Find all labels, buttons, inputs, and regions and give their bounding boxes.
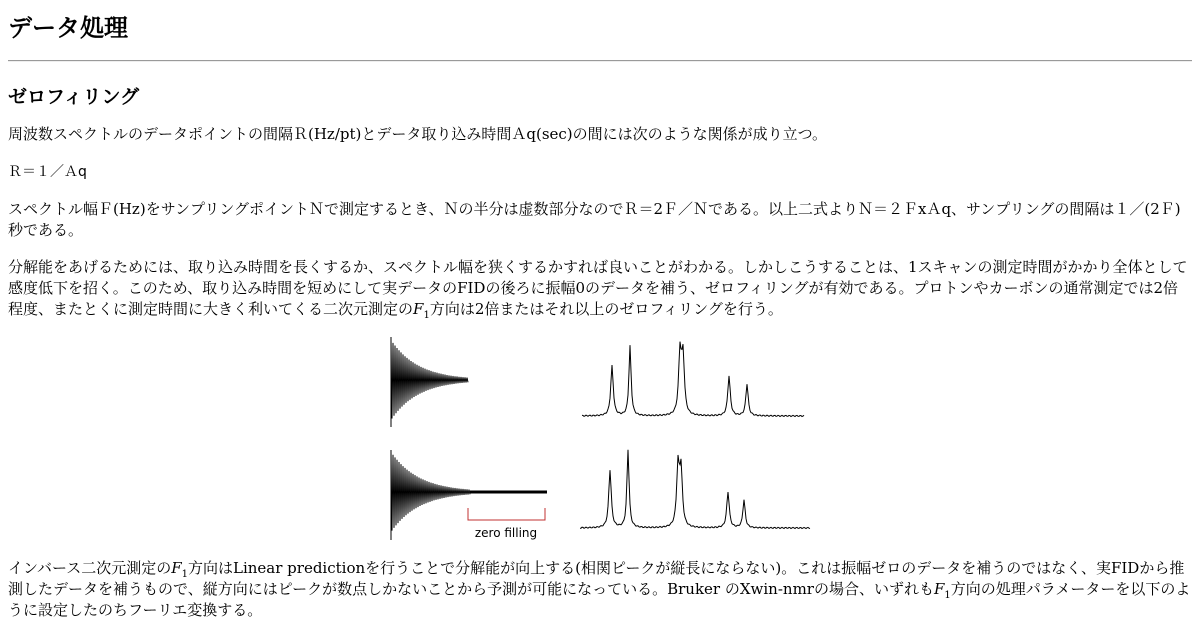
- fid-bottom-trace: [391, 452, 470, 531]
- f1-subscript-3: 1: [944, 590, 951, 601]
- paragraph-resolution-text-b: 方向は2倍またはそれ以上のゼロフィリングを行う。: [429, 300, 783, 318]
- paragraph-resolution-text-a: 分解能をあげるためには、取り込み時間を長くするか、スペクトル幅を狭くするかすれば良いことがわかる。しかしこうすることは、1スキャンの測定時間がかかり全体として感度低下を招く。このため、取り込み時間を短めにして実データのFIDの後ろに振幅0のデータを補う、ゼロフィリングが有効である。プロトンやカーボンの通常測定では2倍程度、またとくに測定時間に大きく利いてくる二次元測定の: [8, 258, 1188, 318]
- zero-filling-label: zero filling: [474, 526, 538, 540]
- f1-subscript: 1: [423, 310, 430, 321]
- section-heading: ゼロフィリング: [8, 86, 140, 108]
- page-title: データ処理: [8, 14, 128, 42]
- paragraph-resolution: [8, 257, 1192, 320]
- fid-spectrum-figure: [380, 332, 820, 547]
- horizontal-rule: [8, 60, 1192, 62]
- paragraph-spectral-width: スペクトル幅Ｆ(Hz)をサンプリングポイントＮで測定するとき、Ｎの半分は虚数部分なのでＲ＝2Ｆ／Ｎである。以上二式よりＮ＝２ＦxＡq、サンプリングの間隔は１／(2Ｆ)秒である。: [8, 200, 1181, 239]
- paragraph-lp-text-a: インバース二次元測定の: [8, 559, 172, 577]
- fid-top: [391, 337, 468, 427]
- paragraph-linear-prediction: [8, 558, 1192, 621]
- formula: Ｒ＝１／Ａq: [8, 164, 87, 180]
- paragraph-lp-text-b: 方向はLinear predictionを行うことで分解能が向上する(相関ピークが縦長にならない)。これは振幅ゼロのデータを補うのではなく、実FIDから推測したデータを補うもので、縦方向にはピークが数点しかないことから予測が可能になっている。Bruker のXwin-nmrの場合、いずれも: [8, 559, 1185, 598]
- f1-symbol: F: [413, 300, 424, 318]
- f1-subscript-2: 1: [181, 569, 188, 580]
- zero-filling-bracket: [468, 508, 545, 520]
- fid-top-trace: [391, 340, 468, 419]
- f1-symbol-2: F: [171, 559, 182, 577]
- spectrum-bottom-trace: [580, 450, 810, 529]
- spectrum-top-trace: [582, 342, 804, 417]
- paragraph-relation: 周波数スペクトルのデータポイントの間隔Ｒ(Hz/pt)とデータ取り込み時間Ａq(sec)の間には次のような関係が成り立つ。: [8, 125, 828, 143]
- paragraph-lp-text-c: 方向の処理パラメーターを以下のように設定したのちフーリエ変換する。: [8, 580, 1191, 619]
- f1-symbol-3: F: [933, 580, 945, 598]
